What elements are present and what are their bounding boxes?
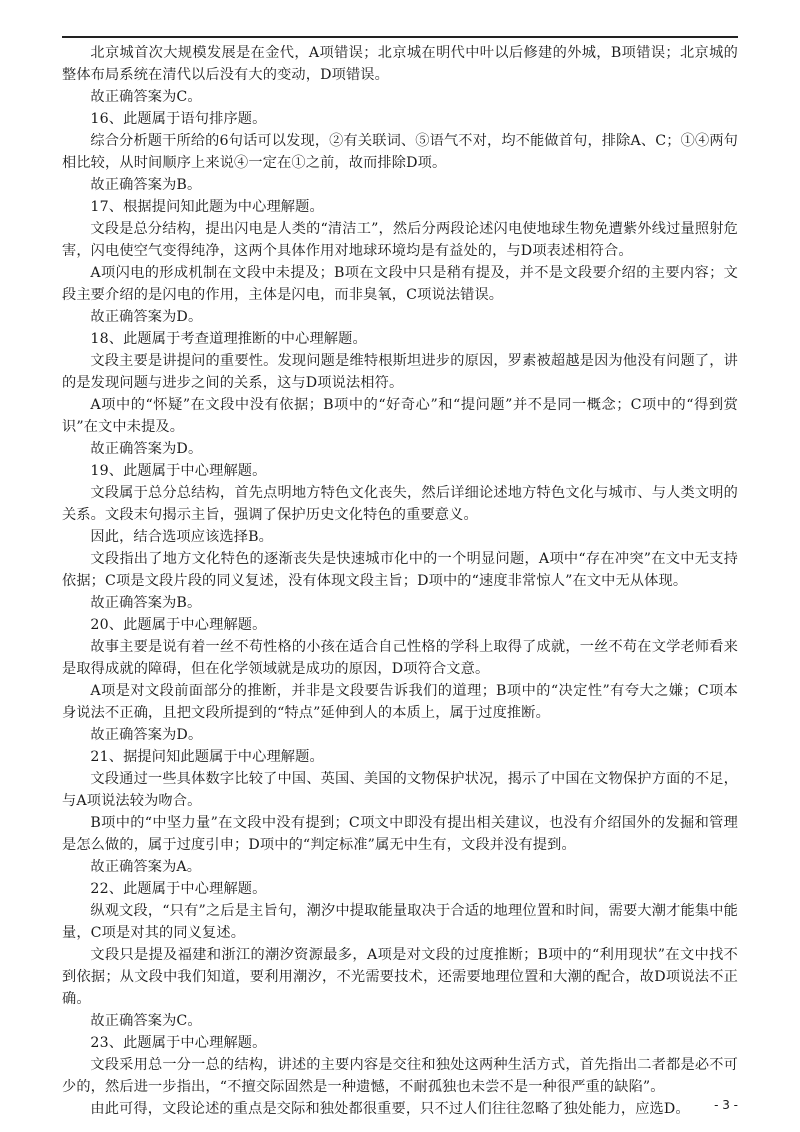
paragraph: 文段主要是讲提问的重要性。发现问题是维特根斯坦进步的原因，罗素被超越是因为他没有问题了，讲的是发现问题与进步之间的关系，这与D项说法相符。: [62, 353, 738, 391]
paragraph: A项闪电的形成机制在文段中未提及；B项在文段中只是稍有提及，并不是文段要介绍的主要内容；文段主要介绍的是闪电的作用，主体是闪电，而非臭氧，C项说法错误。: [62, 265, 738, 303]
paragraph: 20、此题属于中心理解题。: [90, 617, 267, 633]
paragraph: 故正确答案为A。: [90, 859, 202, 875]
paragraph: 19、此题属于中心理解题。: [90, 463, 267, 479]
paragraph: 故正确答案为C。: [90, 89, 202, 105]
paragraph: 由此可得，文段论述的重点是交际和独处都很重要，只不过人们往往忽略了独处能力，应选D。: [90, 1101, 690, 1117]
paragraph: A项是对文段前面部分的推断，并非是文段要告诉我们的道理；B项中的“决定性”有夸大之嫌；C项本身说法不正确，且把文段所提到的“特点”延伸到人的本质上，属于过度推断。: [62, 683, 738, 721]
page-number: - 3 -: [714, 1098, 738, 1112]
paragraph: 18、此题属于考查道理推断的中心理解题。: [90, 331, 367, 347]
paragraph: 故正确答案为B。: [90, 177, 202, 193]
paragraph: 综合分析题干所给的6句话可以发现，②有关联词、⑤语气不对，均不能做首句，排除A、C；①④两句相比较，从时间顺序上来说④一定在①之前，故而排除D项。: [62, 133, 738, 171]
paragraph: 故正确答案为D。: [90, 441, 203, 457]
document-body: [62, 42, 738, 1120]
paragraph: 故正确答案为D。: [90, 727, 203, 743]
paragraph: 文段只是提及福建和浙江的潮汐资源最多，A项是对文段的过度推断；B项中的“利用现状”在文中找不到依据；从文段中我们知道，要利用潮汐，不光需要技术，还需要地理位置和大潮的配合，故D项说法不正确。: [62, 947, 738, 1007]
paragraph: 文段是总分结构，提出闪电是人类的“清洁工”，然后分两段论述闪电使地球生物免遭紫外线过量照射危害，闪电使空气变得纯净，这两个具体作用对地球环境均是有益处的，与D项表述相符合。: [62, 221, 738, 259]
paragraph: B项中的“中坚力量”在文段中没有提到；C项文中即没有提出相关建议，也没有介绍国外的发掘和管理是怎么做的，属于过度引申；D项中的“判定标准”属无中生有，文段并没有提到。: [62, 815, 738, 853]
header-rule: [62, 36, 738, 38]
paragraph: 文段通过一些具体数字比较了中国、英国、美国的文物保护状况，揭示了中国在文物保护方面的不足，与A项说法较为吻合。: [62, 771, 738, 809]
paragraph: 文段属于总分总结构，首先点明地方特色文化丧失，然后详细论述地方特色文化与城市、与人类文明的关系。文段末句揭示主旨，强调了保护历史文化特色的重要意义。: [62, 485, 738, 523]
paragraph: A项中的“怀疑”在文段中没有依据；B项中的“好奇心”和“提问题”并不是同一概念；C项中的“得到赏识”在文中未提及。: [62, 397, 738, 435]
paragraph: 21、据提问知此题属于中心理解题。: [90, 749, 324, 765]
paragraph: 北京城首次大规模发展是在金代，A项错误；北京城在明代中叶以后修建的外城，B项错误；北京城的整体布局系统在清代以后没有大的变动，D项错误。: [62, 45, 738, 83]
paragraph: 纵观文段，“只有”之后是主旨句，潮汐中提取能量取决于合适的地理位置和时间，需要大潮才能集中能量，C项是对其的同义复述。: [62, 903, 738, 941]
paragraph: 故正确答案为C。: [90, 1013, 202, 1029]
paragraph: 23、此题属于中心理解题。: [90, 1035, 267, 1051]
paragraph: 文段采用总一分一总的结构，讲述的主要内容是交往和独处这两种生活方式，首先指出二者都是必不可少的，然后进一步指出，“不擅交际固然是一种遗憾，不耐孤独也未尝不是一种很严重的缺陷”。: [62, 1057, 738, 1095]
paragraph: 故正确答案为D。: [90, 309, 203, 325]
paragraph: 故正确答案为B。: [90, 595, 202, 611]
paragraph: 故事主要是说有着一丝不苟性格的小孩在适合自己性格的学科上取得了成就，一丝不苟在文学老师看来是取得成就的障碍，但在化学领域就是成功的原因，D项符合文意。: [62, 639, 738, 677]
paragraph: 22、此题属于中心理解题。: [90, 881, 267, 897]
paragraph: 因此，结合选项应该选择B。: [90, 529, 274, 545]
paragraph: 文段指出了地方文化特色的逐渐丧失是快速城市化中的一个明显问题，A项中“存在冲突”在文中无支持依据；C项是文段片段的同义复述，没有体现文段主旨；D项中的“速度非常惊人”在文中无从体现。: [62, 551, 738, 589]
paragraph: 17、根据提问知此题为中心理解题。: [90, 199, 324, 215]
paragraph: 16、此题属于语句排序题。: [90, 111, 267, 127]
